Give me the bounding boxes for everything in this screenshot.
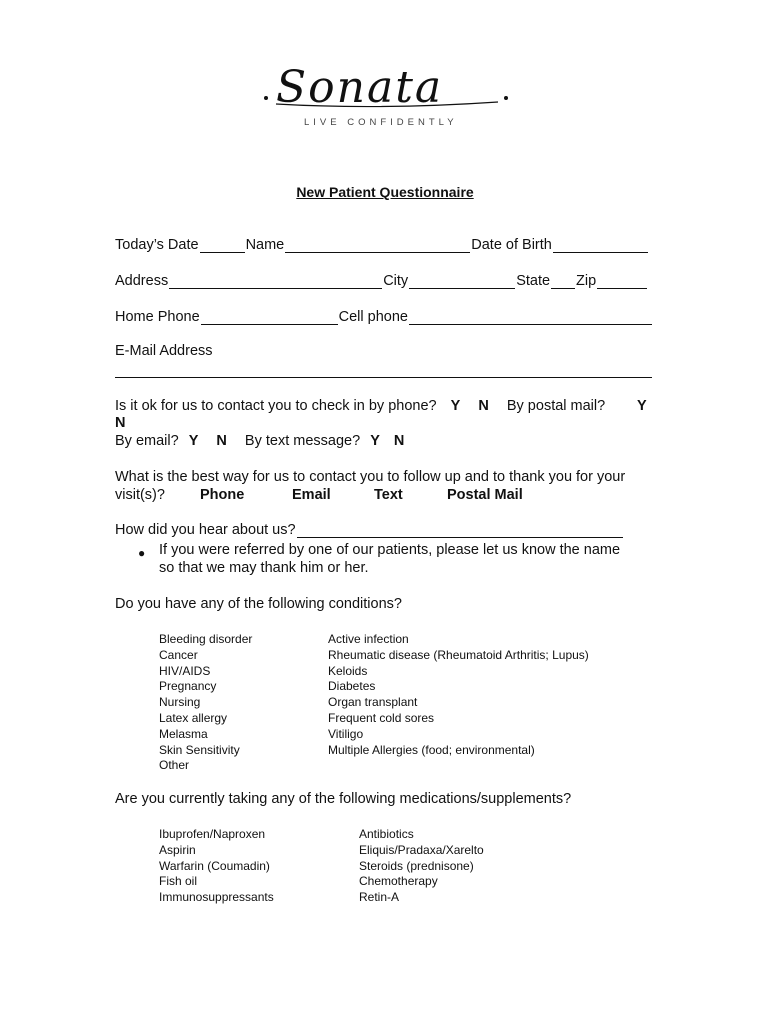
best-way-q-line2-text: visit(s)? bbox=[115, 487, 165, 503]
todays-date-label: Today’s Date bbox=[115, 237, 199, 253]
email-label: E-Mail Address bbox=[115, 343, 213, 359]
list-item: Vitiligo bbox=[328, 726, 364, 741]
todays-date-field[interactable] bbox=[200, 237, 245, 253]
brand-tagline: LIVE CONFIDENTLY bbox=[304, 117, 458, 128]
hear-about-question: How did you hear about us? bbox=[115, 522, 296, 538]
postal-yes-option[interactable]: Y bbox=[637, 398, 647, 414]
state-field[interactable] bbox=[551, 273, 575, 289]
address-field[interactable] bbox=[169, 273, 382, 289]
list-item: Fish oil bbox=[159, 874, 198, 889]
list-item: Ibuprofen/Naproxen bbox=[159, 827, 266, 841]
list-item: Pregnancy bbox=[159, 679, 217, 694]
medications-question: Are you currently taking any of the following medications/supplements? bbox=[115, 791, 572, 807]
list-item: Antibiotics bbox=[359, 827, 414, 841]
list-item: Steroids (prednisone) bbox=[359, 858, 474, 873]
name-label: Name bbox=[245, 237, 285, 253]
contact-phone-question bbox=[115, 398, 605, 414]
postal-no-option[interactable]: N bbox=[115, 415, 126, 431]
list-item: Nursing bbox=[159, 695, 201, 710]
best-way-question-line2 bbox=[115, 487, 165, 503]
row-date-name-dob bbox=[115, 237, 649, 253]
zip-field[interactable] bbox=[597, 273, 647, 289]
best-way-question-line1: What is the best way for us to contact you to follow up and to thank you for your bbox=[115, 469, 626, 485]
list-item: Organ transplant bbox=[328, 695, 418, 710]
row-phones bbox=[115, 309, 653, 325]
list-item: Other bbox=[159, 758, 190, 773]
list-item: Rheumatic disease (Rheumatoid Arthritis; Lupus) bbox=[328, 647, 589, 662]
medications-left-list bbox=[159, 827, 274, 906]
list-item: Frequent cold sores bbox=[328, 710, 435, 725]
cell-phone-field[interactable] bbox=[409, 309, 652, 325]
conditions-right-list bbox=[328, 632, 589, 758]
city-field[interactable] bbox=[409, 273, 515, 289]
option-phone[interactable]: Phone bbox=[200, 487, 245, 503]
phone-yes-option[interactable]: Y bbox=[450, 398, 461, 414]
contact-phone-q-text: Is it ok for us to contact you to check in by phone? bbox=[115, 398, 437, 414]
list-item: Immunosuppressants bbox=[159, 890, 274, 905]
name-field[interactable] bbox=[285, 237, 470, 253]
referral-note-line2: so that we may thank him or her. bbox=[159, 560, 369, 576]
cell-phone-label: Cell phone bbox=[338, 309, 408, 325]
list-item: Eliquis/Pradaxa/Xarelto bbox=[359, 842, 484, 857]
list-item: HIV/AIDS bbox=[159, 663, 211, 678]
list-item: Chemotherapy bbox=[359, 874, 438, 889]
option-email[interactable]: Email bbox=[292, 487, 331, 503]
email-yes-option[interactable]: Y bbox=[188, 433, 199, 449]
zip-label: Zip bbox=[576, 273, 597, 289]
option-text[interactable]: Text bbox=[374, 487, 403, 503]
city-label: City bbox=[383, 273, 409, 289]
email-no-option[interactable]: N bbox=[216, 433, 227, 449]
list-item: Active infection bbox=[328, 632, 409, 646]
list-item: Melasma bbox=[159, 726, 208, 741]
sonata-logo-mark bbox=[240, 52, 530, 112]
list-item: Diabetes bbox=[328, 679, 376, 694]
list-item: Keloids bbox=[328, 663, 368, 678]
bullet-icon: ● bbox=[138, 546, 146, 560]
dob-field[interactable] bbox=[553, 237, 648, 253]
list-item: Latex allergy bbox=[159, 710, 228, 725]
text-q-text: By text message? bbox=[244, 433, 361, 449]
list-item: Multiple Allergies (food; environmental) bbox=[328, 742, 535, 757]
hear-about-field[interactable] bbox=[297, 522, 623, 538]
dob-label: Date of Birth bbox=[471, 237, 552, 253]
row-address bbox=[115, 273, 648, 289]
list-item: Warfarin (Coumadin) bbox=[159, 858, 270, 873]
email-text-question bbox=[115, 433, 404, 449]
list-item: Retin-A bbox=[359, 890, 400, 905]
text-yes-option[interactable]: Y bbox=[370, 433, 380, 449]
home-phone-label: Home Phone bbox=[115, 309, 200, 325]
option-postal-mail[interactable]: Postal Mail bbox=[447, 487, 523, 503]
list-item: Skin Sensitivity bbox=[159, 742, 240, 757]
list-item: Cancer bbox=[159, 647, 198, 662]
conditions-question: Do you have any of the following conditions? bbox=[115, 596, 402, 612]
form-title: New Patient Questionnaire bbox=[296, 184, 474, 200]
address-label: Address bbox=[115, 273, 169, 289]
row-hear-about bbox=[115, 522, 624, 538]
postal-mail-q-text: By postal mail? bbox=[506, 398, 606, 414]
logo-wordmark: Sonata bbox=[276, 62, 444, 112]
email-field[interactable] bbox=[115, 377, 652, 378]
text-no-option[interactable]: N bbox=[393, 433, 405, 449]
list-item: Bleeding disorder bbox=[159, 632, 253, 646]
home-phone-field[interactable] bbox=[201, 309, 338, 325]
list-item: Aspirin bbox=[159, 842, 196, 857]
medications-right-list bbox=[359, 827, 484, 906]
conditions-left-list bbox=[159, 632, 252, 774]
phone-no-option[interactable]: N bbox=[478, 398, 489, 414]
state-label: State bbox=[516, 273, 551, 289]
email-q-text: By email? bbox=[115, 433, 179, 449]
referral-note-line1: If you were referred by one of our patients, please let us know the name bbox=[159, 542, 621, 558]
